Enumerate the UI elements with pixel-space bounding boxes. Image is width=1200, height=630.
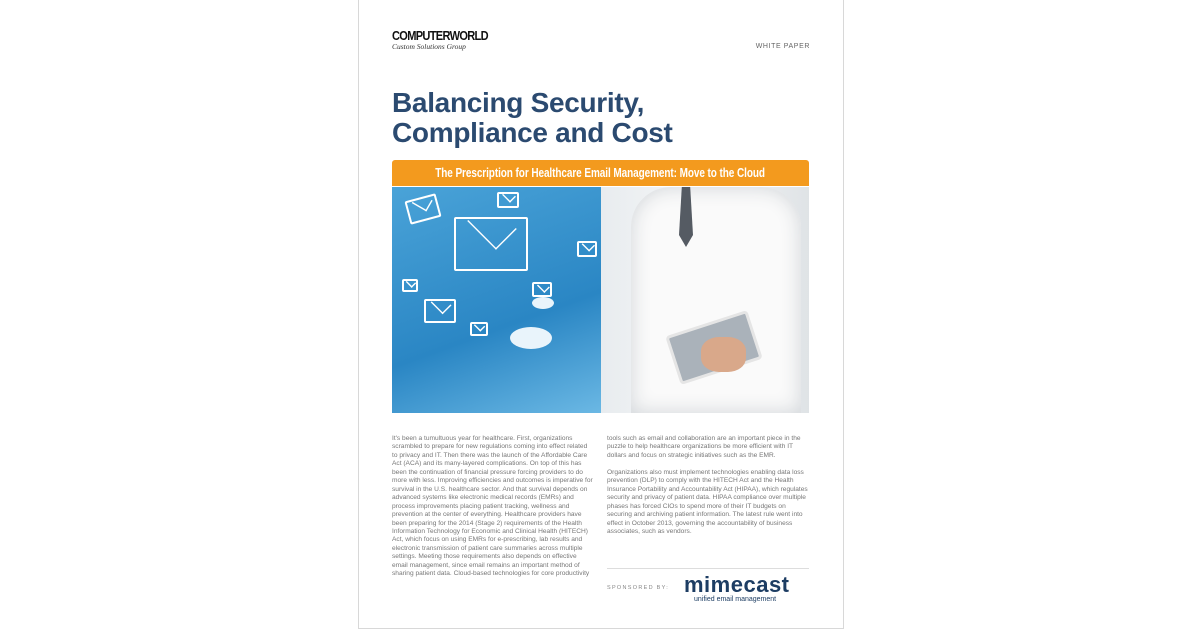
envelope-icon [402,279,418,292]
lab-coat [631,187,801,413]
brand-subtitle: Custom Solutions Group [392,42,466,51]
brand-name: COMPUTERWORLD [392,28,488,43]
hero-image [392,187,809,413]
envelope-icon [404,193,441,224]
sponsored-by-label: SPONSORED BY: [607,585,670,591]
page-title [392,88,673,148]
hand [701,337,746,372]
mimecast-logo [684,574,790,604]
sponsor-tagline: unified email management [694,596,777,603]
envelope-icon [497,192,519,208]
body-paragraph: tools such as email and collaboration are an important piece in the puzzle to help healthcare organizations be more efficient with IT dollars and focus on strategic initiatives such as the EMR. [607,435,801,459]
sponsor-name: mimecast [684,572,790,597]
body-column-right [607,435,809,545]
title-line-1: Balancing Security, [392,87,645,118]
doctor-photo [601,187,809,413]
body-paragraph: Organizations also must implement technologies enabling data loss prevention (DLP) to comply with the HITECH Act and the Health Insurance Portability and Accountability Act (HIPAA), which regulates security and privacy of patient data. HIPAA compliance over multiple phases has forced CIOs to spend more of their IT budgets on securing and archiving patient information. The latest rule went into effect in October 2013, governing the accountability of business associates, such as vendors. [607,468,808,535]
computerworld-logo [392,29,505,51]
envelope-icon [454,217,528,271]
subtitle-banner-bar [392,160,809,186]
cloud-icon [532,297,554,309]
email-cloud-image [392,187,601,413]
envelope-icon [577,241,597,257]
divider [607,568,809,569]
doc-type-label: WHITE PAPER [755,43,810,50]
white-paper-page [358,0,844,629]
envelope-icon [470,322,488,336]
envelope-icon [532,282,552,297]
body-column-left [392,435,594,587]
title-line-2: Compliance and Cost [392,117,673,148]
envelope-icon [424,299,456,323]
subtitle-banner: The Prescription for Healthcare Email Management: Move to the Cloud [435,166,766,180]
body-paragraph: It's been a tumultuous year for healthcare. First, organizations scrambled to prepare for new regulations coming into effect related to privacy and IT. Then there was the launch of the Affordable Care Act (ACA) and its many-layered complications. On top of this has been the continuation of financial pressure forcing providers to do more with less. Improving efficiencies and outcomes is imperative for survival in the U.S. healthcare sector. And that survival depends on advanced systems like electronic medical records (EMRs) and process improvements placing patient tracking, wellness and prevention at the center of everything. Healthcare providers have been preparing for the 2014 (Stage 2) requirements of the Health Information Technology for Economic and Clinical Health (HITECH) Act, which focus on using EMRs for e-prescribing, lab results and electronic transmission of patient care summaries across multiple settings. Meeting those requirements also depends on effective email management, since email remains an important method of sharing patient data. Cloud-based technologies for core productivity [392,435,593,578]
cloud-icon [510,327,552,349]
